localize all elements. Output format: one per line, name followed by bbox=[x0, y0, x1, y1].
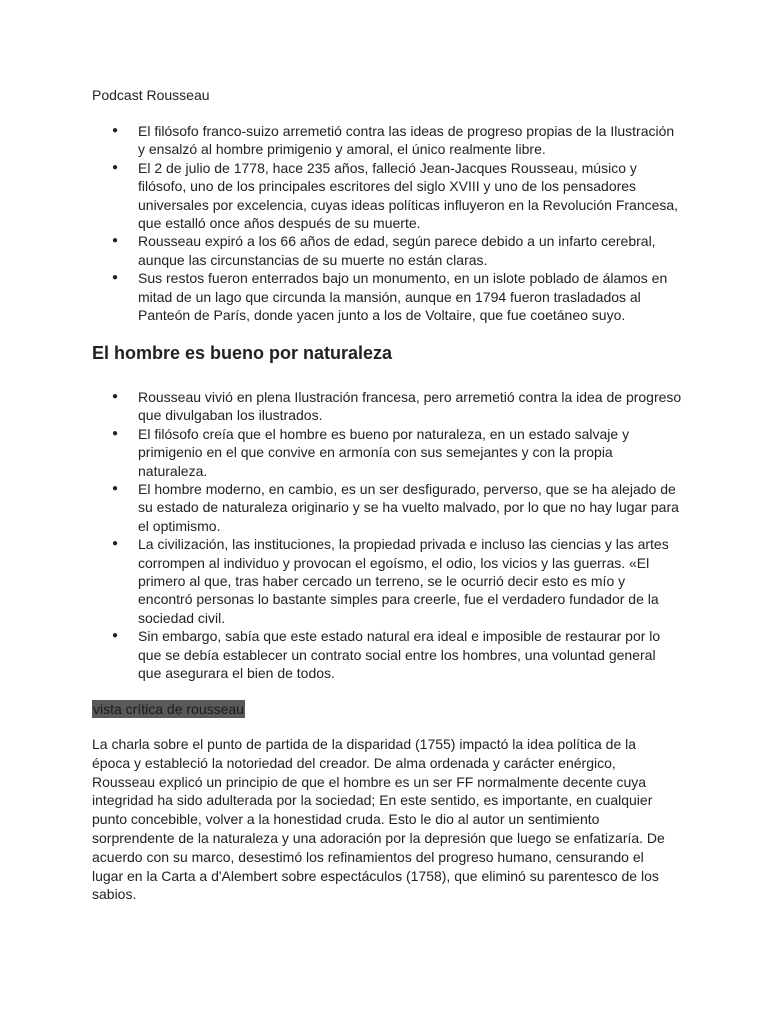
highlighted-label: vista crítica de rousseau bbox=[93, 701, 244, 717]
list-item: ● La civilización, las instituciones, la propiedad privada e incluso las ciencias y las artes corrompen al individuo y provocan el egoísmo, el odio, los vicios y las guerras. «El primero al que, tras haber cercado un terreno, se le ocurrió decir esto es mío y encontró personas lo bastante simples para creerle, fue el verdadero fundador de la sociedad civil. bbox=[92, 535, 682, 627]
body-paragraph: La charla sobre el punto de partida de la disparidad (1755) impactó la idea política de la época y estableció la notoriedad del creador. De alma ordenada y carácter enérgico, Rousseau explicó un principio de que el hombre es un ser FF normalmente decente cuya integridad ha sido adulterada por la sociedad; En este sentido, es importante, en cualquier punto concebible, volver a la honestidad cruda. Esto le dio al autor un sentimiento sorprendente de la naturaleza y una adoración por la depresión que luego se enfatizaría. De acuerdo con su marco, desestimó los refinamientos del progreso humano, censurando el lugar en la Carta a d'Alembert sobre espectáculos (1758), que eliminó su parentesco de los sabios. bbox=[92, 736, 665, 903]
intro-bullet-list bbox=[92, 122, 682, 324]
list-item: ● Rousseau expiró a los 66 años de edad, según parece debido a un infarto cerebral, aunque las circunstancias de su muerte no están claras. bbox=[92, 232, 682, 269]
document-title: Podcast Rousseau bbox=[92, 87, 210, 103]
list-item: ● Sus restos fueron enterrados bajo un monumento, en un islote poblado de álamos en mitad de un lago que circunda la mansión, aunque en 1794 fueron trasladados al Panteón de París, donde yacen junto a los de Voltaire, que fue coetáneo suyo. bbox=[92, 269, 682, 324]
list-item: ● Sin embargo, sabía que este estado natural era ideal e imposible de restaurar por lo que se debía establecer un contrato social entre los hombres, una voluntad general que asegurara el bien de todos. bbox=[92, 627, 682, 682]
section-bullet-list bbox=[92, 388, 682, 683]
list-item: ● El 2 de julio de 1778, hace 235 años, falleció Jean-Jacques Rousseau, músico y filósofo, uno de los principales escritores del siglo XVIII y uno de los pensadores universales por excelencia, cuyas ideas políticas influyeron en la Revolución Francesa, que estalló once años después de su muerte. bbox=[92, 159, 682, 233]
section-heading: El hombre es bueno por naturaleza bbox=[92, 343, 393, 363]
list-item: ● El filósofo creía que el hombre es bueno por naturaleza, en un estado salvaje y primigenio en el que convive en armonía con sus semejantes y con la propia naturaleza. bbox=[92, 425, 682, 480]
list-item: ● Rousseau vivió en plena Ilustración francesa, pero arremetió contra la idea de progreso que divulgaban los ilustrados. bbox=[92, 388, 682, 425]
list-item: ● El hombre moderno, en cambio, es un ser desfigurado, perverso, que se ha alejado de su estado de naturaleza originario y se ha vuelto malvado, por lo que no hay lugar para el optimismo. bbox=[92, 480, 682, 535]
list-item: ● El filósofo franco-suizo arremetió contra las ideas de progreso propias de la Ilustración y ensalzó al hombre primigenio y amoral, el único realmente libre. bbox=[92, 122, 682, 159]
